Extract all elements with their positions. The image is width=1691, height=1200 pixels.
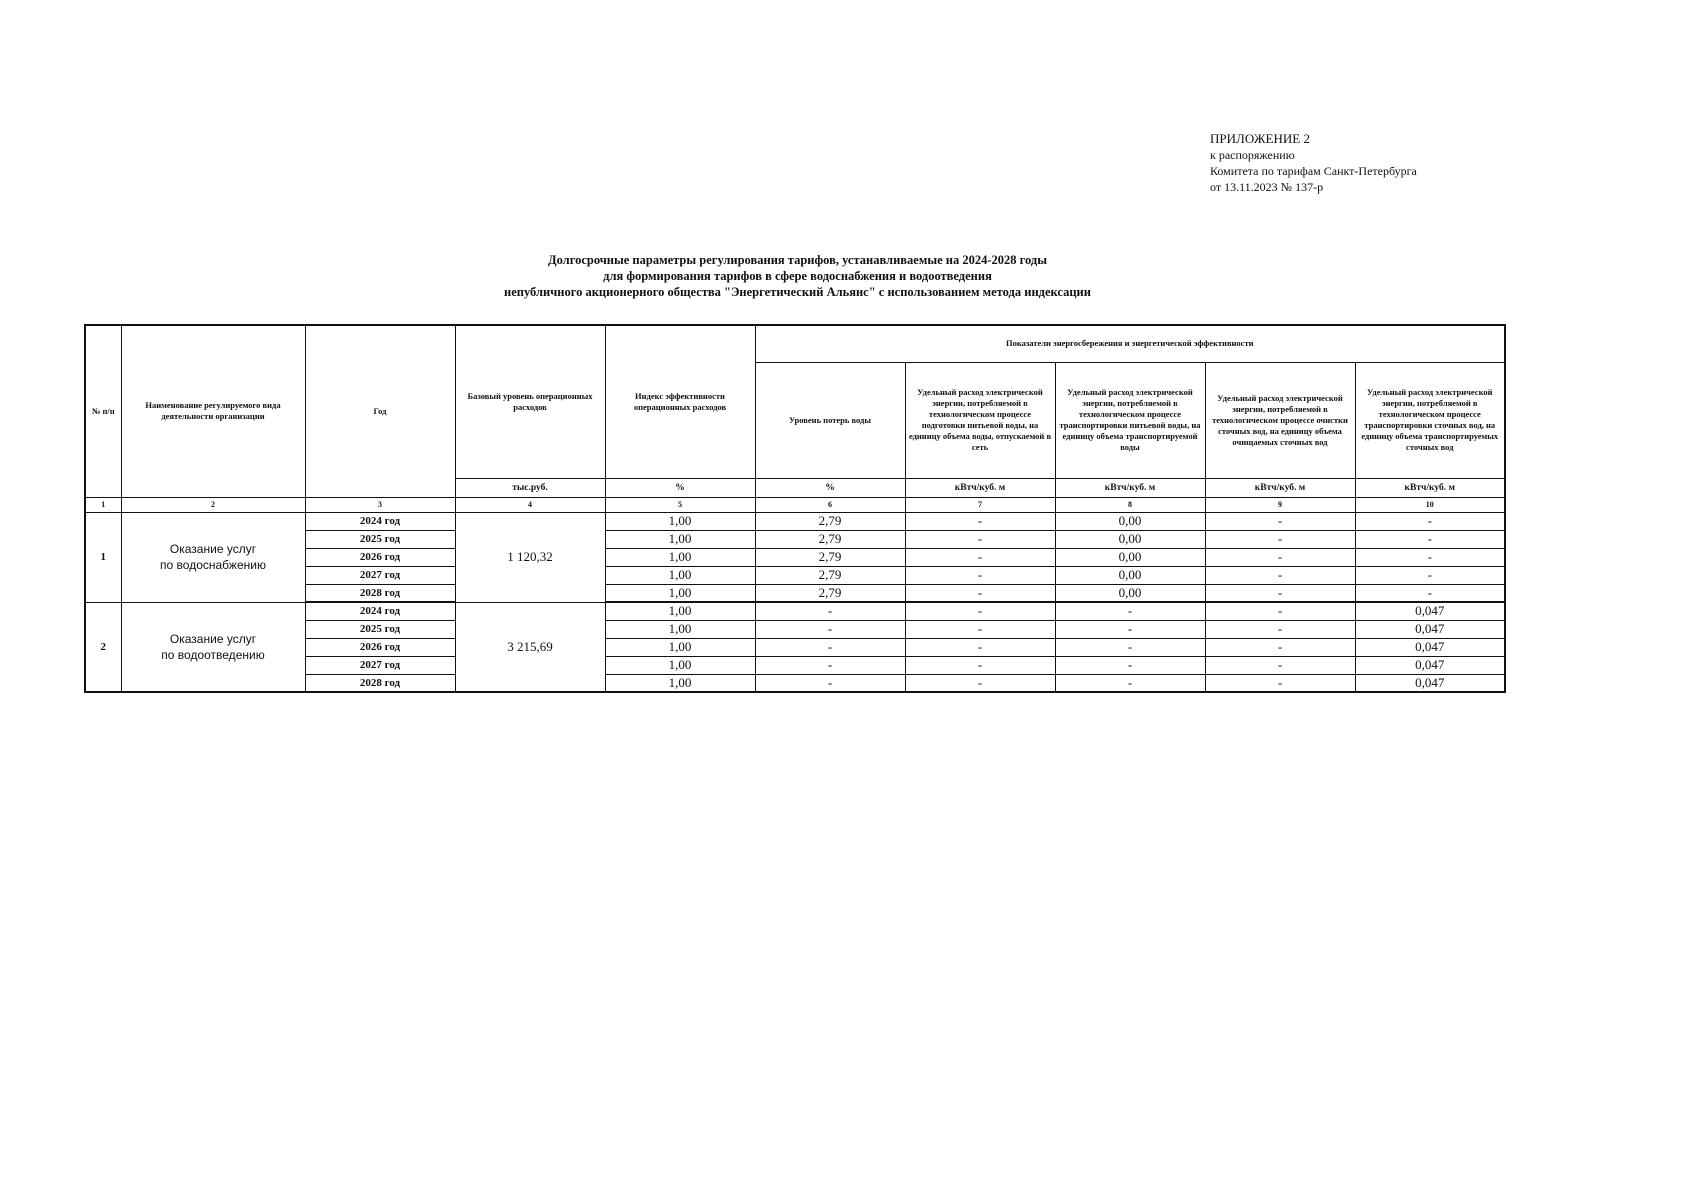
title-line: Долгосрочные параметры регулирования тарифов, устанавливаемые на 2024-2028 годы [548,253,1047,267]
col8-cell: - [1055,638,1205,656]
header-base: Базовый уровень операционных расходов [455,325,605,478]
col9-cell: - [1205,584,1355,602]
row-number: 1 [85,512,121,602]
efficiency-index-cell: 1,00 [605,512,755,530]
appendix-title: ПРИЛОЖЕНИЕ 2 [1210,131,1310,146]
title-line: непубличного акционерного общества "Энергетический Альянс" с использованием метода индексации [504,285,1091,299]
unit-loss: % [755,478,905,497]
col7-cell: - [905,602,1055,620]
col9-cell: - [1205,638,1355,656]
activity-name-line: Оказание услуг [169,631,257,646]
year-cell: 2025 год [305,530,455,548]
col9-cell: - [1205,620,1355,638]
year-cell: 2025 год [305,620,455,638]
efficiency-index-cell: 1,00 [605,656,755,674]
activity-name-line: по водоотведению [161,647,265,662]
header-water-loss: Уровень потерь воды [755,362,905,478]
activity-name [121,512,305,602]
efficiency-index-cell: 1,00 [605,566,755,584]
col7-cell: - [905,548,1055,566]
col9-cell: - [1205,530,1355,548]
col9-cell: - [1205,602,1355,620]
col9-cell: - [1205,674,1355,692]
col7-cell: - [905,674,1055,692]
year-cell: 2027 год [305,566,455,584]
title-line: для формирования тарифов в сфере водоснабжения и водоотведения [603,269,992,283]
col8-cell: - [1055,656,1205,674]
col8-cell: 0,00 [1055,530,1205,548]
table-row [85,602,1505,620]
column-number: 6 [755,497,905,512]
water-loss-cell: - [755,602,905,620]
base-opex-cell: 3 215,69 [455,602,605,692]
col8-cell: - [1055,674,1205,692]
col7-cell: - [905,656,1055,674]
unit-col10: кВтч/куб. м [1355,478,1505,497]
column-number: 5 [605,497,755,512]
efficiency-index-cell: 1,00 [605,638,755,656]
column-number: 3 [305,497,455,512]
column-number: 4 [455,497,605,512]
water-loss-cell: - [755,638,905,656]
efficiency-index-cell: 1,00 [605,620,755,638]
col9-cell: - [1205,548,1355,566]
col10-cell: 0,047 [1355,602,1505,620]
year-cell: 2024 год [305,512,455,530]
col9-cell: - [1205,512,1355,530]
activity-name-line: Оказание услуг [169,542,257,556]
header-activity: Наименование регулируемого вида деятельности организации [121,325,305,497]
efficiency-index-cell: 1,00 [605,584,755,602]
col7-cell: - [905,620,1055,638]
year-cell: 2027 год [305,656,455,674]
efficiency-index-cell: 1,00 [605,602,755,620]
col10-cell: - [1355,548,1505,566]
year-cell: 2028 год [305,584,455,602]
col10-cell: 0,047 [1355,656,1505,674]
year-cell: 2026 год [305,548,455,566]
column-number: 1 [85,497,121,512]
col10-cell: - [1355,530,1505,548]
col9-cell: - [1205,656,1355,674]
year-cell: 2026 год [305,638,455,656]
col7-cell: - [905,638,1055,656]
column-number: 9 [1205,497,1355,512]
col7-cell: - [905,566,1055,584]
unit-col9: кВтч/куб. м [1205,478,1355,497]
col10-cell: - [1355,584,1505,602]
water-loss-cell: - [755,674,905,692]
header-col9: Удельный расход электрической энергии, потребляемой в технологическом процессе очистки сточных вод, на единицу объема очищаемых сточных вод [1205,362,1355,478]
water-loss-cell: 2,79 [755,548,905,566]
table-row [85,512,1505,530]
col9-cell: - [1205,566,1355,584]
header-energy-group: Показатели энергосбережения и энергетической эффективности [755,325,1505,362]
header-year: Год [305,325,455,497]
unit-col8: кВтч/куб. м [1055,478,1205,497]
col10-cell: - [1355,512,1505,530]
col8-cell: 0,00 [1055,566,1205,584]
col8-cell: 0,00 [1055,548,1205,566]
year-cell: 2024 год [305,602,455,620]
col8-cell: - [1055,602,1205,620]
header-col8: Удельный расход электрической энергии, потребляемой в технологическом процессе транспортировки питьевой воды, на единицу объема транспортируемой воды [1055,362,1205,478]
row-number: 2 [85,602,121,692]
water-loss-cell: 2,79 [755,566,905,584]
unit-col7: кВтч/куб. м [905,478,1055,497]
water-loss-cell: 2,79 [755,584,905,602]
col10-cell: - [1355,566,1505,584]
col8-cell: 0,00 [1055,512,1205,530]
appendix-line: от 13.11.2023 № 137-р [1210,180,1324,194]
column-number: 7 [905,497,1055,512]
header-col7: Удельный расход электрической энергии, потребляемой в технологическом процессе подготовки питьевой воды, на единицу объема воды, отпускаемой в сеть [905,362,1055,478]
appendix-line: Комитета по тарифам Санкт-Петербурга [1210,164,1417,178]
col10-cell: 0,047 [1355,674,1505,692]
col7-cell: - [905,512,1055,530]
column-number: 10 [1355,497,1505,512]
unit-base: тыс.руб. [455,478,605,497]
header-col10: Удельный расход электрической энергии, потребляемой в технологическом процессе транспортировки сточных вод, на единицу объема транспортируемых сточных вод [1355,362,1505,478]
col8-cell: 0,00 [1055,584,1205,602]
appendix-block [1210,131,1417,195]
col8-cell: - [1055,620,1205,638]
activity-name-line: по водоснабжению [160,558,266,572]
year-cell: 2028 год [305,674,455,692]
water-loss-cell: 2,79 [755,512,905,530]
water-loss-cell: 2,79 [755,530,905,548]
col7-cell: - [905,584,1055,602]
col10-cell: 0,047 [1355,620,1505,638]
column-number: 2 [121,497,305,512]
document-title [0,252,1595,300]
appendix-line: к распоряжению [1210,148,1295,162]
efficiency-index-cell: 1,00 [605,530,755,548]
header-index: Индекс эффективности операционных расходов [605,325,755,478]
base-opex-cell: 1 120,32 [455,512,605,602]
parameters-table [84,324,1506,693]
activity-name [121,602,305,692]
header-num: № п/п [85,325,121,497]
efficiency-index-cell: 1,00 [605,674,755,692]
col7-cell: - [905,530,1055,548]
unit-index: % [605,478,755,497]
efficiency-index-cell: 1,00 [605,548,755,566]
col10-cell: 0,047 [1355,638,1505,656]
water-loss-cell: - [755,620,905,638]
column-number: 8 [1055,497,1205,512]
water-loss-cell: - [755,656,905,674]
